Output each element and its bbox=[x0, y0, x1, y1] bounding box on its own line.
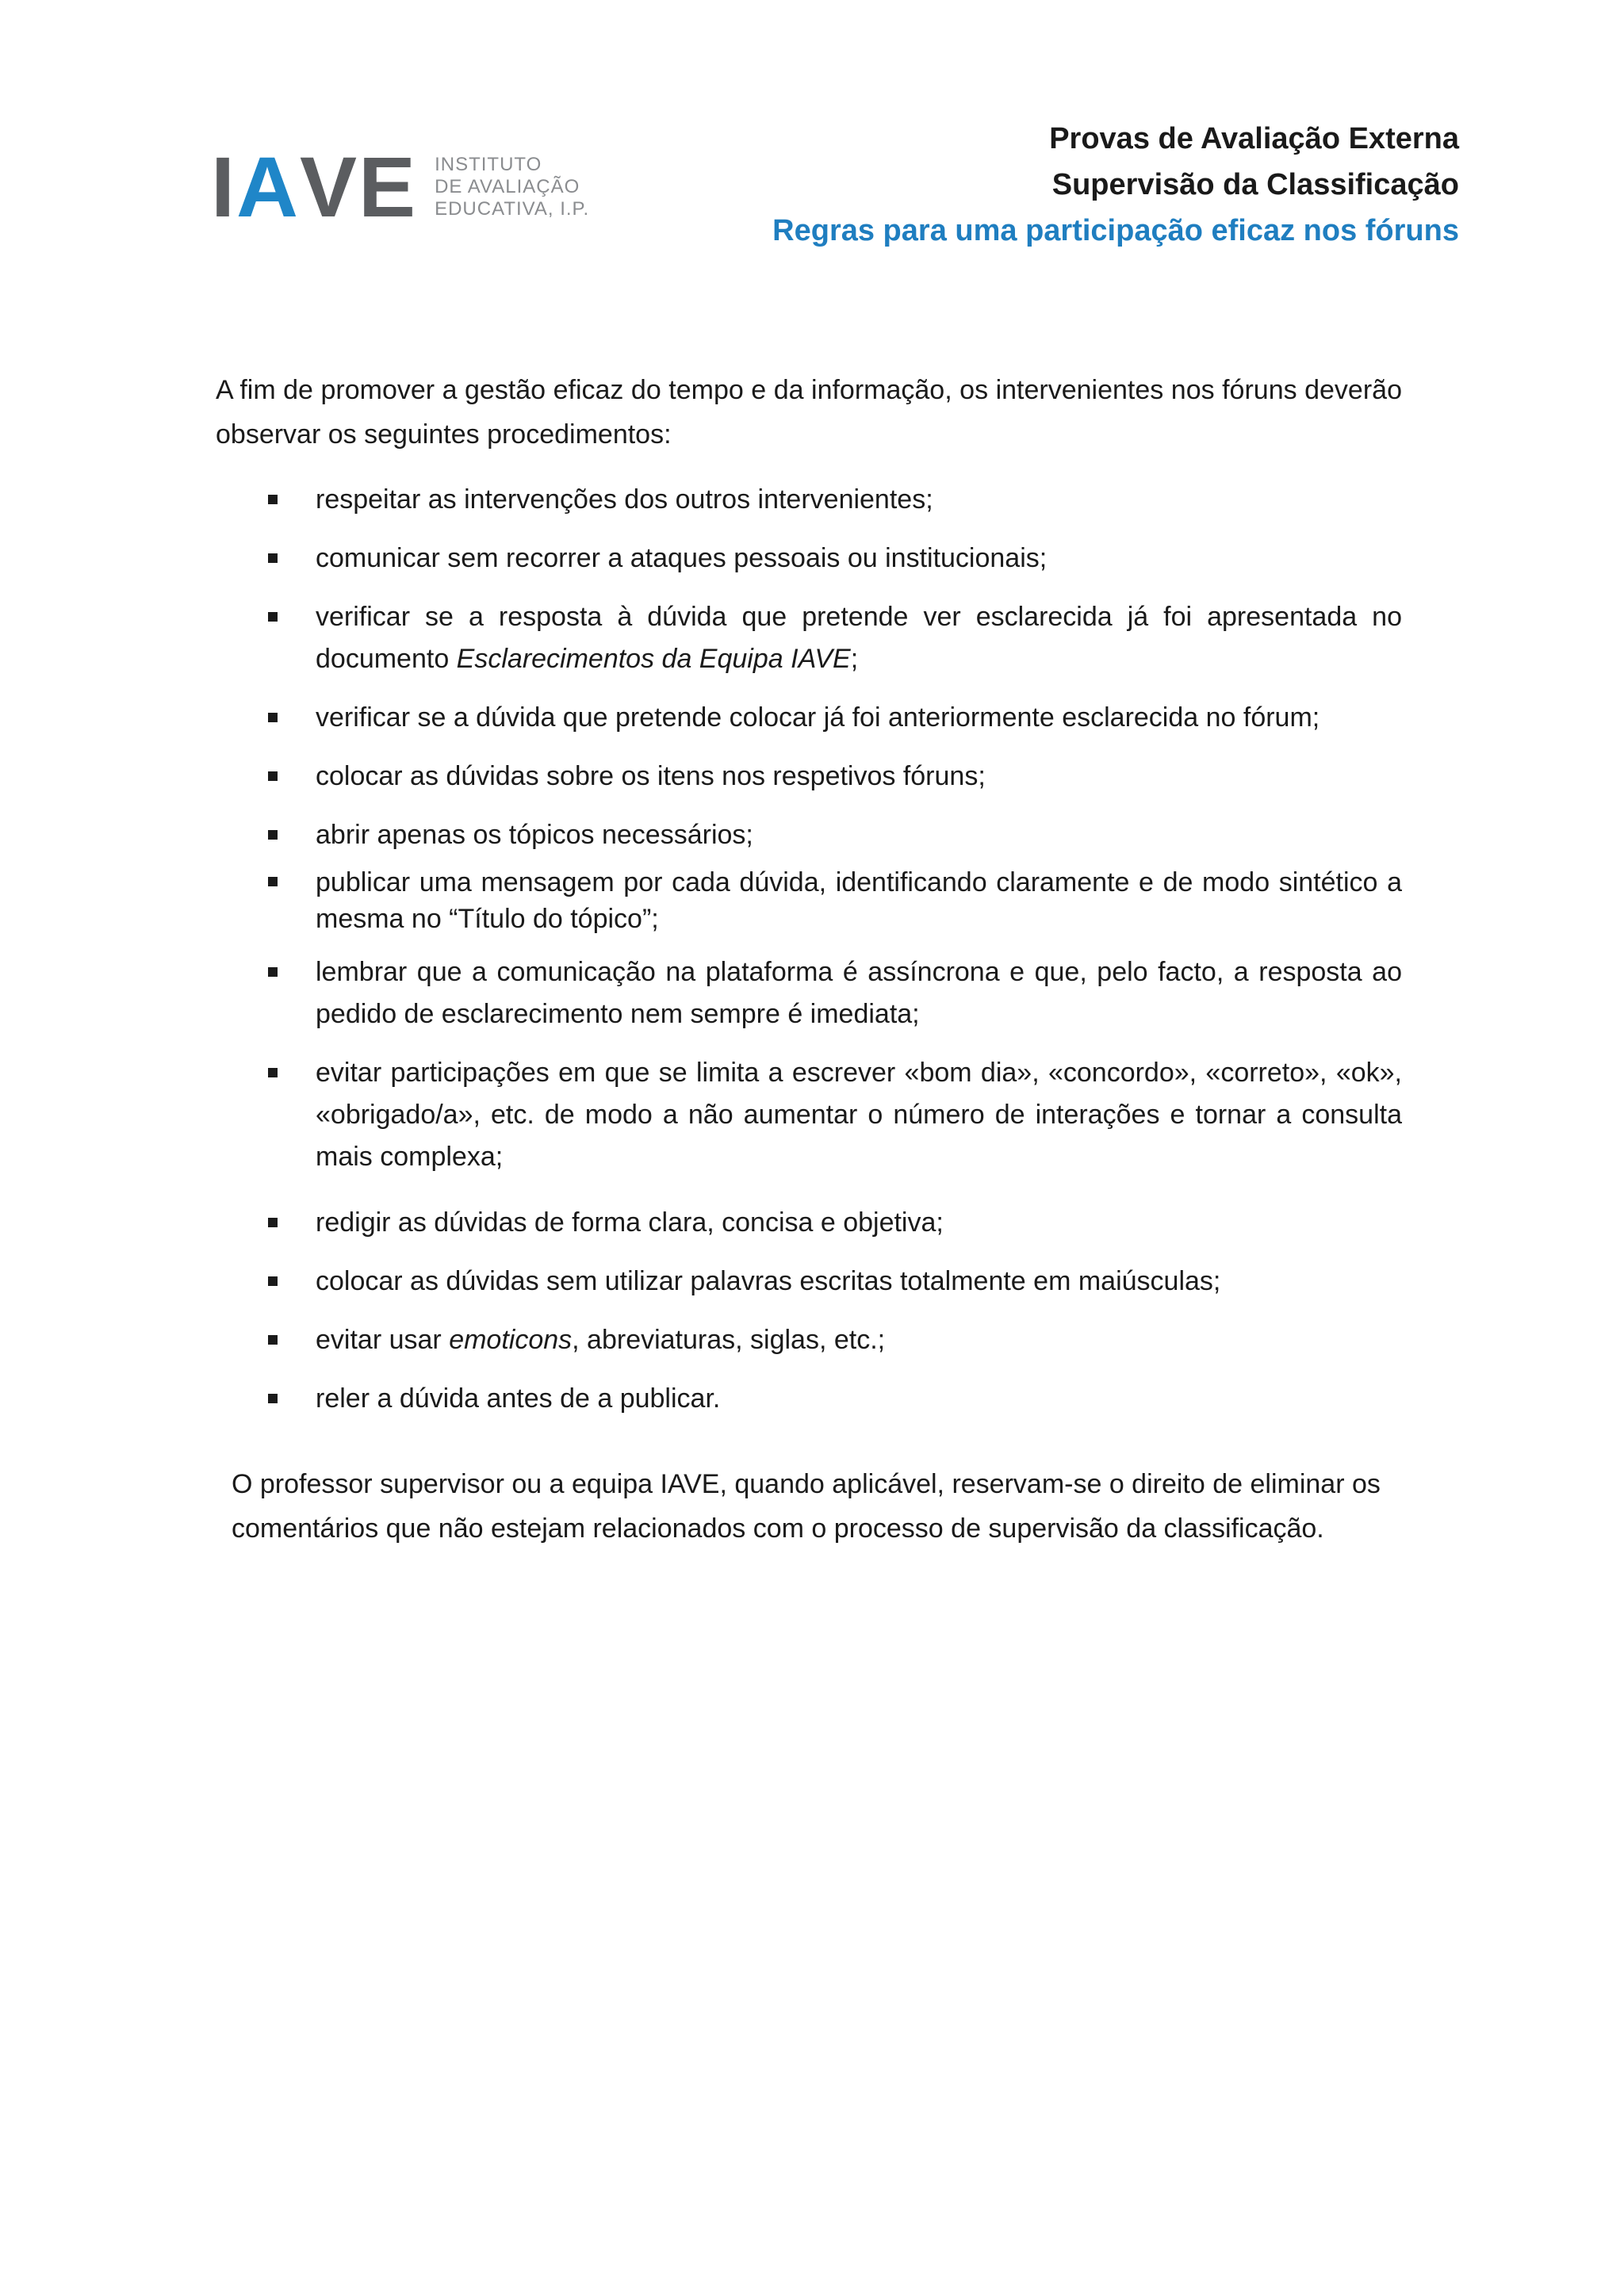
logo-letter-i: I bbox=[211, 139, 237, 235]
rule-text: , abreviaturas, siglas, etc.; bbox=[572, 1325, 886, 1355]
logo-sub-line: INSTITUTO bbox=[435, 154, 542, 175]
rule-item bbox=[266, 951, 1402, 1035]
logo-letter-a: A bbox=[236, 139, 301, 235]
rule-text: reler a dúvida antes de a publicar. bbox=[316, 1383, 721, 1414]
rule-item bbox=[266, 1052, 1402, 1178]
rule-text: evitar usar bbox=[316, 1325, 450, 1355]
rule-text: lembrar que a comunicação na plataforma é assíncrona e que, pelo facto, a resposta ao pedido de esclarecimento nem sempre é imediata; bbox=[316, 957, 1402, 1029]
document-title: Regras para uma participação eficaz nos fóruns bbox=[772, 214, 1459, 247]
rule-text: evitar participações em que se limita a escrever «bom dia», «concordo», «correto», «ok», «obrigado/a», etc. de modo a não aumentar o número de interações e tornar a consulta mais complexa; bbox=[316, 1058, 1402, 1172]
rule-item bbox=[266, 479, 1402, 521]
header-line-supervision: Supervisão da Classificação bbox=[1051, 168, 1459, 201]
logo-sub-line: EDUCATIVA, I.P. bbox=[435, 198, 590, 220]
square-bullet-icon bbox=[268, 495, 278, 504]
square-bullet-icon bbox=[268, 1218, 278, 1227]
logo-letters-ve: VE bbox=[300, 139, 418, 235]
rule-text: verificar se a dúvida que pretende colocar já foi anteriormente esclarecida no fórum; bbox=[316, 702, 1320, 733]
rule-text: respeitar as intervenções dos outros intervenientes; bbox=[316, 484, 933, 515]
document-header bbox=[772, 116, 1459, 254]
rule-item bbox=[266, 697, 1402, 739]
square-bullet-icon bbox=[268, 1394, 278, 1403]
rule-text: abrir apenas os tópicos necessários; bbox=[316, 820, 753, 850]
square-bullet-icon bbox=[268, 877, 278, 886]
square-bullet-icon bbox=[268, 771, 278, 781]
rule-item bbox=[266, 1202, 1402, 1244]
rule-item bbox=[266, 756, 1402, 798]
rule-text: ; bbox=[850, 644, 859, 674]
iave-logo bbox=[211, 139, 590, 235]
logo-wordmark bbox=[211, 139, 418, 235]
rule-text-emphasis: emoticons bbox=[449, 1325, 573, 1355]
square-bullet-icon bbox=[268, 1068, 278, 1077]
rule-text: redigir as dúvidas de forma clara, concisa e objetiva; bbox=[316, 1207, 944, 1238]
square-bullet-icon bbox=[268, 1276, 278, 1286]
rule-item bbox=[266, 864, 1402, 937]
rule-item bbox=[266, 1261, 1402, 1303]
logo-subtitle bbox=[435, 154, 589, 220]
rule-text: comunicar sem recorrer a ataques pessoais ou institucionais; bbox=[316, 543, 1048, 573]
intro-paragraph: A fim de promover a gestão eficaz do tempo e da informação, os intervenientes nos fóruns deverão observar os seguintes procedimentos: bbox=[216, 375, 1402, 450]
rule-item bbox=[266, 814, 1402, 856]
rule-text: colocar as dúvidas sem utilizar palavras escritas totalmente em maiúsculas; bbox=[316, 1266, 1221, 1296]
header-line-exams: Provas de Avaliação Externa bbox=[1049, 122, 1459, 155]
square-bullet-icon bbox=[268, 967, 278, 977]
square-bullet-icon bbox=[268, 553, 278, 563]
closing-paragraph: O professor supervisor ou a equipa IAVE, quando aplicável, reservam-se o direito de eliminar os comentários que não estejam relacionados com o processo de supervisão da classificação. bbox=[232, 1469, 1381, 1544]
rule-item bbox=[266, 1319, 1402, 1361]
rule-text: verificar se a resposta à dúvida que pretende ver esclarecida já foi apresentada no documento bbox=[316, 602, 1402, 674]
rule-item bbox=[266, 538, 1402, 580]
rule-item bbox=[266, 596, 1402, 680]
square-bullet-icon bbox=[268, 830, 278, 840]
rule-text: publicar uma mensagem por cada dúvida, identificando claramente e de modo sintético a mesma no “Título do tópico”; bbox=[316, 867, 1402, 934]
rules-list bbox=[266, 479, 1402, 1420]
square-bullet-icon bbox=[268, 713, 278, 722]
rule-text: colocar as dúvidas sobre os itens nos respetivos fóruns; bbox=[316, 761, 986, 791]
square-bullet-icon bbox=[268, 1335, 278, 1345]
logo-sub-line: DE AVALIAÇÃO bbox=[435, 176, 580, 197]
rule-item bbox=[266, 1378, 1402, 1420]
square-bullet-icon bbox=[268, 612, 278, 622]
rule-text-emphasis: Esclarecimentos da Equipa IAVE bbox=[456, 644, 851, 674]
